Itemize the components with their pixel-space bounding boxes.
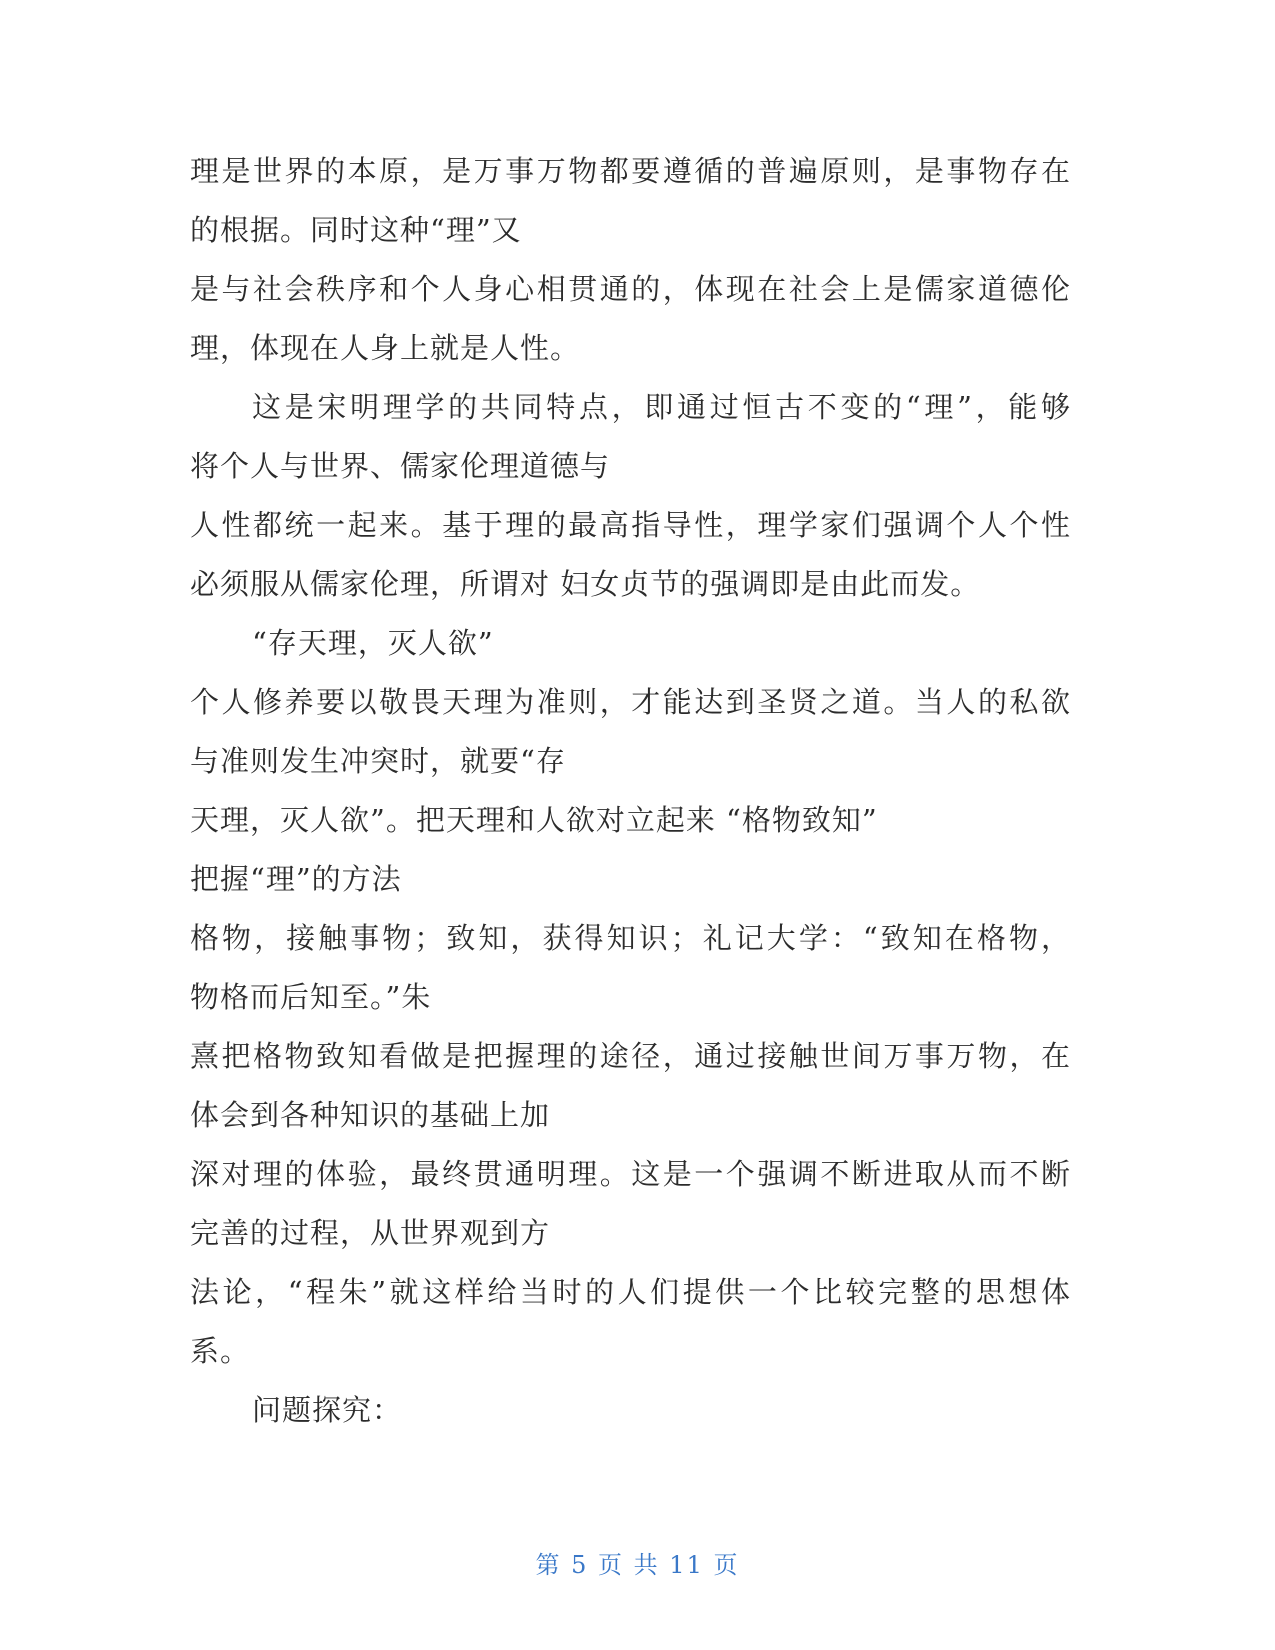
text-line: 格物，接触事物；致知，获得知识；礼记大学：“致知在格物， [190,921,1070,955]
document-body [190,142,1070,1440]
text-line: 熹把格物致知看做是把握理的途径，通过接触世间万事万物，在 [190,1039,1070,1073]
text-line: 完善的过程，从世界观到方 [190,1216,551,1250]
section-heading: “存天理，灭人欲” [252,626,494,660]
text-line: 理是世界的本原，是万事万物都要遵循的普遍原则，是事物存在 [190,154,1070,188]
text-line: 必须服从儒家伦理，所谓对 妇女贞节的强调即是由此而发。 [190,567,981,601]
text-line: 个人修养要以敬畏天理为准则，才能达到圣贤之道。当人的私欲 [190,685,1070,719]
text-line: 物格而后知至。”朱 [190,980,432,1014]
text-line: 法论，“程朱”就这样给当时的人们提供一个比较完整的思想体 [190,1275,1070,1309]
text-line: 将个人与世界、儒家伦理道德与 [190,449,611,483]
section-heading: 问题探究： [252,1393,403,1427]
text-line: 人性都统一起来。基于理的最高指导性，理学家们强调个人个性 [190,508,1070,542]
text-line: 体会到各种知识的基础上加 [190,1098,551,1132]
page-number: 第 5 页 共 11 页 [535,1551,740,1579]
text-line: 这是宋明理学的共同特点，即通过恒古不变的“理”，能够 [252,390,1070,424]
text-line: 系。 [190,1334,251,1368]
text-line: 天理，灭人欲”。把天理和人欲对立起来 “格物致知” [190,803,878,837]
text-line: 是与社会秩序和个人身心相贯通的，体现在社会上是儒家道德伦 [190,272,1070,306]
text-line: 深对理的体验，最终贯通明理。这是一个强调不断进取从而不断 [190,1157,1070,1191]
text-line: 把握“理”的方法 [190,862,402,896]
text-line: 与准则发生冲突时，就要“存 [190,744,566,778]
text-line: 理，体现在人身上就是人性。 [190,331,581,365]
text-line: 的根据。同时这种“理”又 [190,213,522,247]
